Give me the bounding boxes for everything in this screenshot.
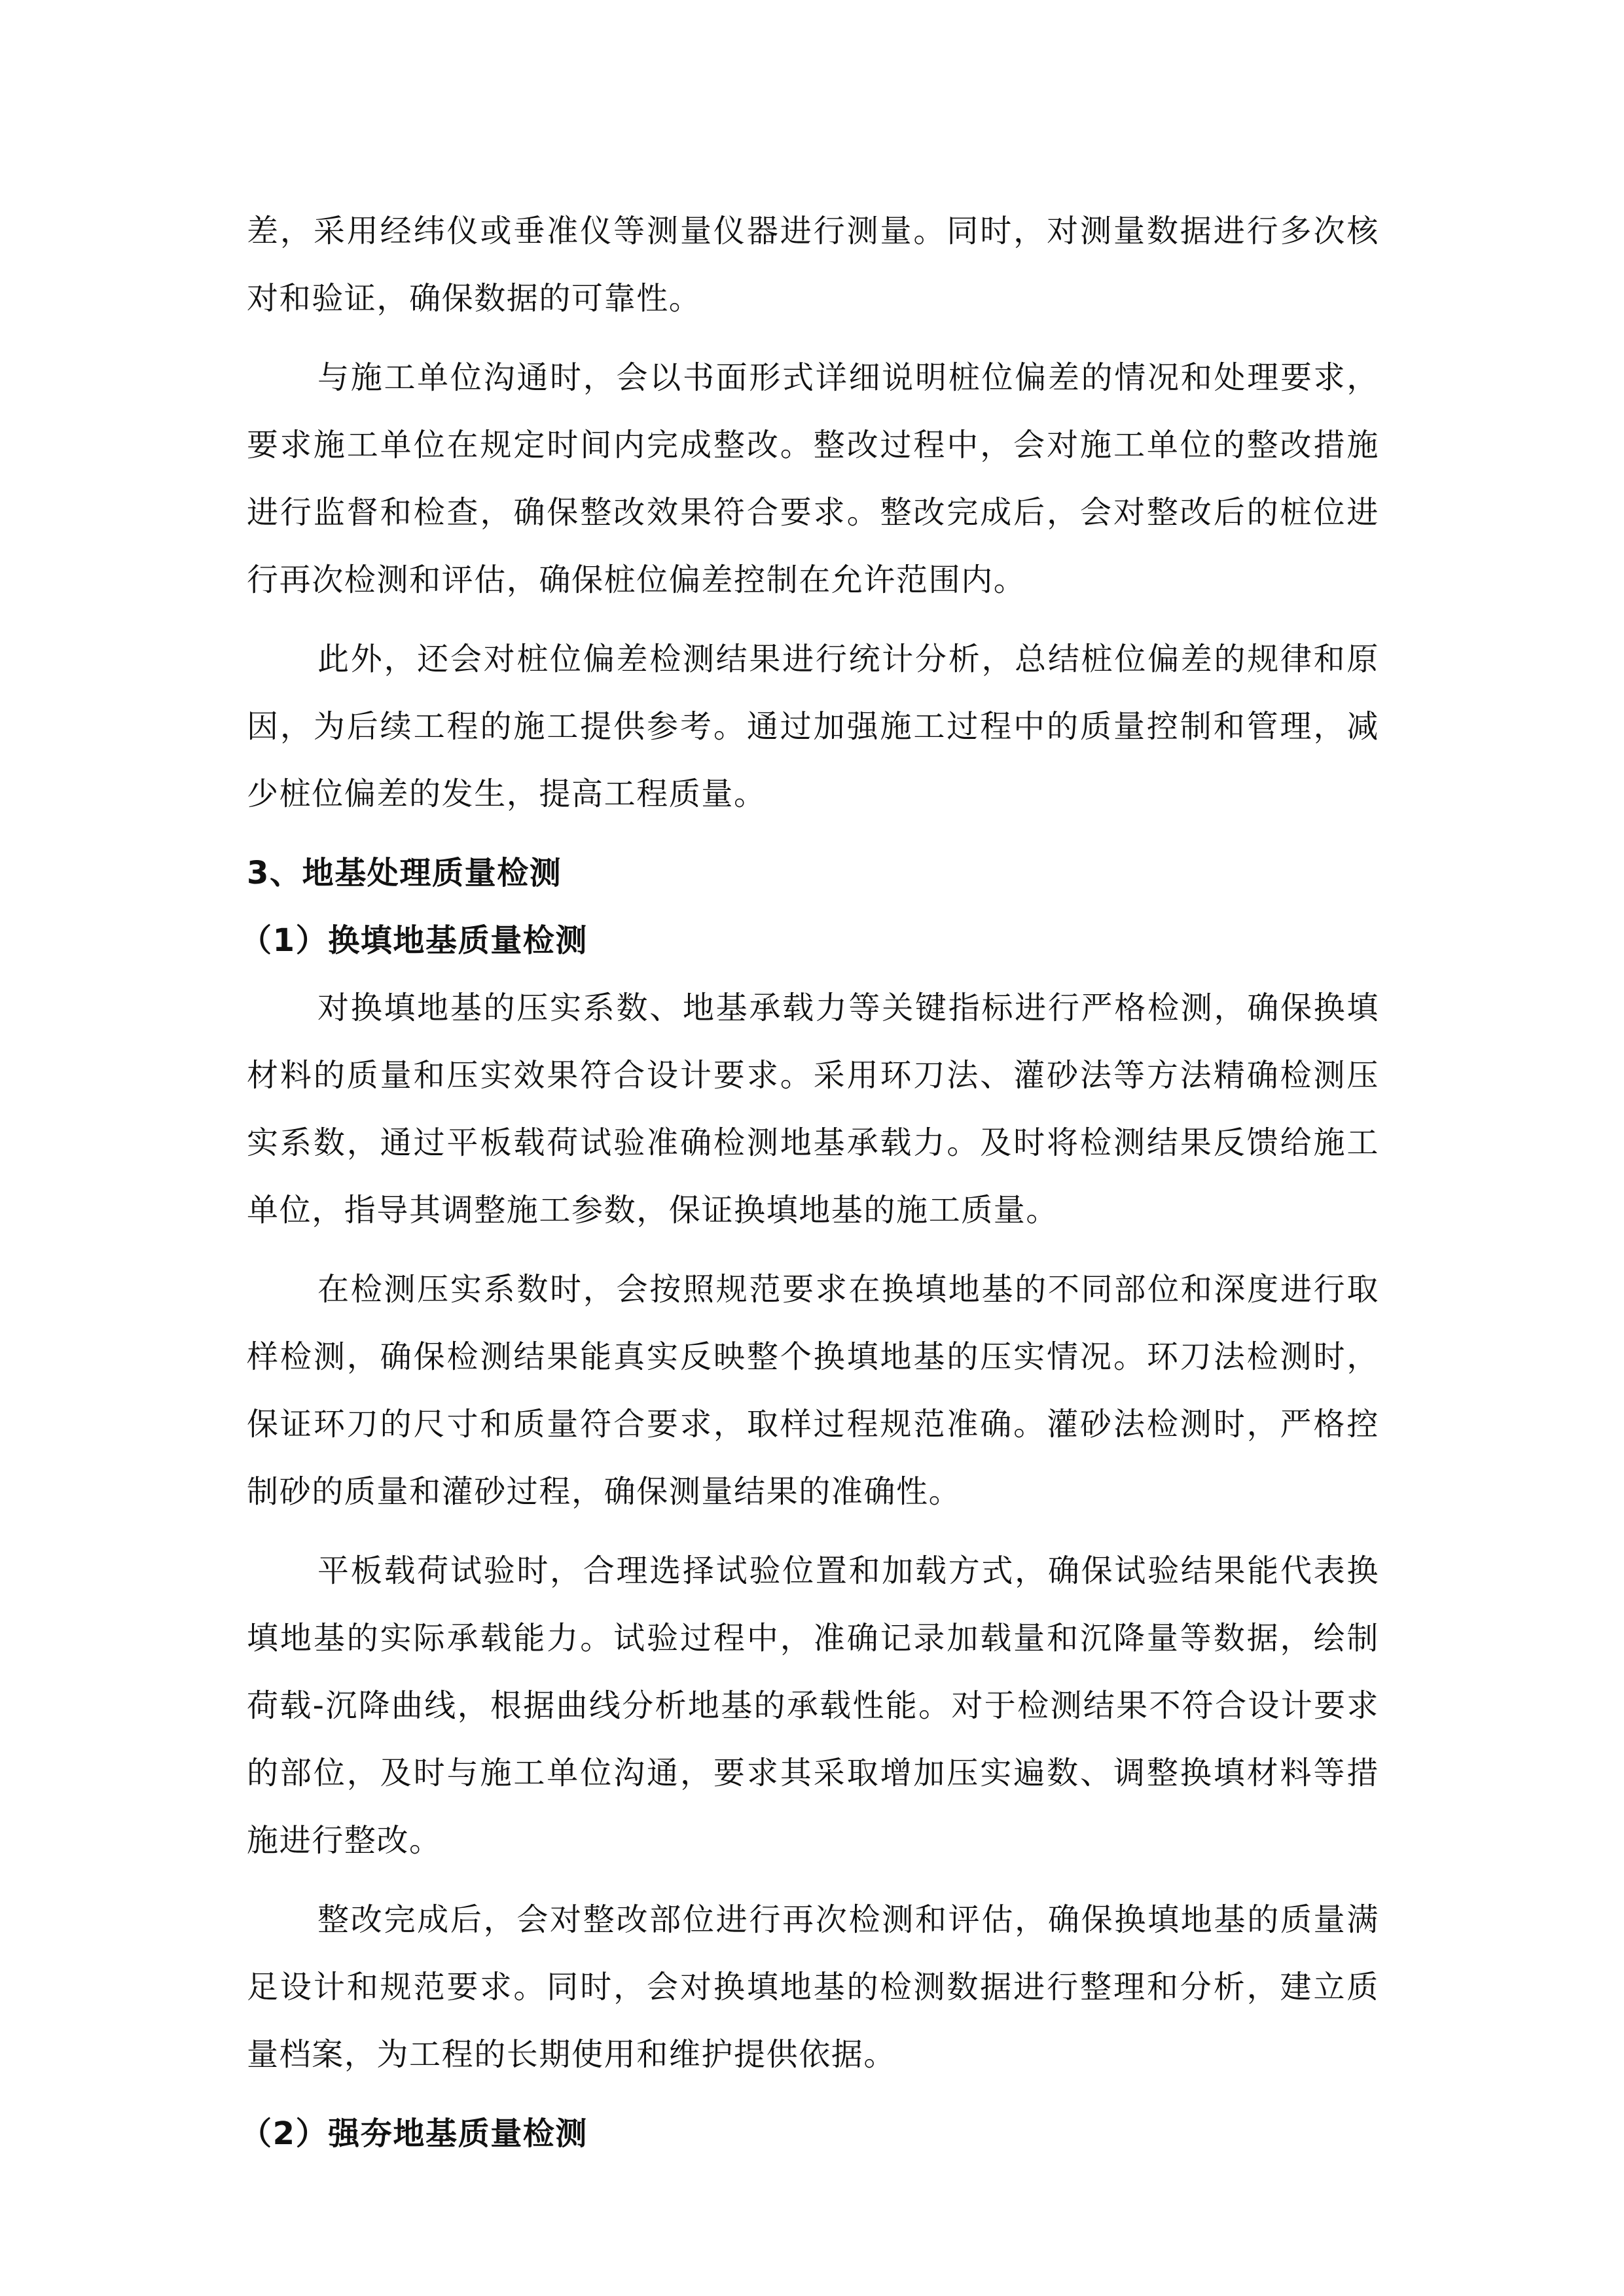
- paragraph-statistical-analysis: 此外，还会对桩位偏差检测结果进行统计分析，总结桩位偏差的规律和原因，为后续工程的施工提供参考。通过加强施工过程中的质量控制和管理，减少桩位偏差的发生，提高工程质量。: [247, 641, 1379, 812]
- document-body: [240, 198, 1379, 2168]
- paragraph-plate-load-test: 平板载荷试验时，合理选择试验位置和加载方式，确保试验结果能代表换填地基的实际承载能力。试验过程中，准确记录加载量和沉降量等数据，绘制荷载-沉降曲线，根据曲线分析地基的承载性能。对于检测结果不符合设计要求的部位，及时与施工单位沟通，要求其采取增加压实遍数、调整换填材料等措施进行整改。: [247, 1552, 1379, 1859]
- paragraph-rectification-archive: 整改完成后，会对整改部位进行再次检测和评估，确保换填地基的质量满足设计和规范要求。同时，会对换填地基的检测数据进行整理和分析，建立质量档案，为工程的长期使用和维护提供依据。: [247, 1901, 1379, 2073]
- subsection-heading-dynamic-compaction: （2）强夯地基质量检测: [240, 2115, 588, 2152]
- paragraph-compaction-sampling: 在检测压实系数时，会按照规范要求在换填地基的不同部位和深度进行取样检测，确保检测结果能真实反映整个换填地基的压实情况。环刀法检测时，保证环刀的尺寸和质量符合要求，取样过程规范准确。灌砂法检测时，严格控制砂的质量和灌砂过程，确保测量结果的准确性。: [247, 1271, 1379, 1510]
- paragraph-measurement-continuation: 差，采用经纬仪或垂准仪等测量仪器进行测量。同时，对测量数据进行多次核对和验证，确保数据的可靠性。: [247, 213, 1379, 317]
- section-heading-foundation-treatment: 3、地基处理质量检测: [247, 855, 562, 891]
- paragraph-contractor-communication: 与施工单位沟通时，会以书面形式详细说明桩位偏差的情况和处理要求，要求施工单位在规定时间内完成整改。整改过程中，会对施工单位的整改措施进行监督和检查，确保整改效果符合要求。整改完成后，会对整改后的桩位进行再次检测和评估，确保桩位偏差控制在允许范围内。: [247, 359, 1379, 598]
- subsection-heading-replacement-foundation: （1）换填地基质量检测: [240, 922, 588, 959]
- paragraph-replacement-key-indicators: 对换填地基的压实系数、地基承载力等关键指标进行严格检测，确保换填材料的质量和压实效果符合设计要求。采用环刀法、灌砂法等方法精确检测压实系数，通过平板载荷试验准确检测地基承载力。及时将检测结果反馈给施工单位，指导其调整施工参数，保证换填地基的施工质量。: [247, 990, 1379, 1229]
